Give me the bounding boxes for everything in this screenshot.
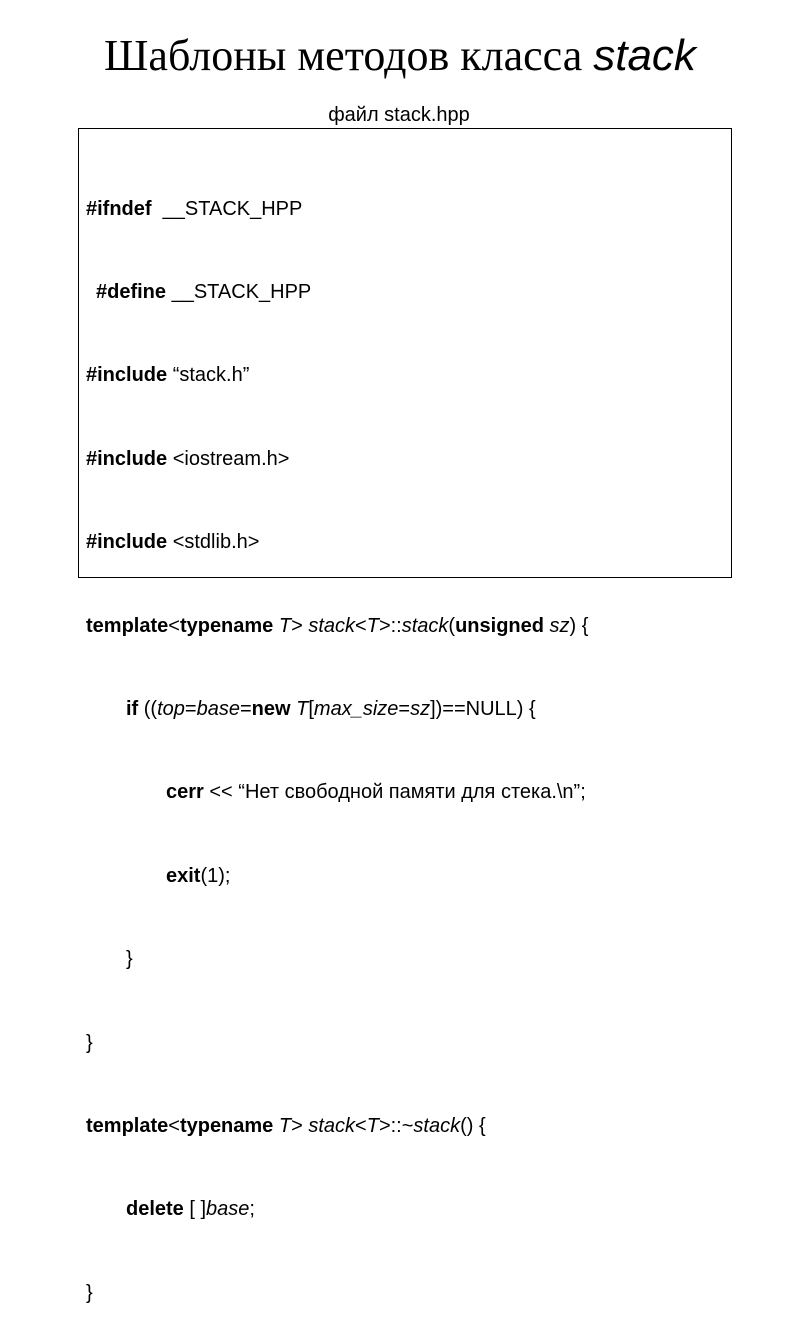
code-keyword: #include (86, 531, 168, 554)
code-identifier: T (278, 614, 292, 637)
code-keyword: template (86, 1114, 169, 1137)
code-listing (86, 140, 588, 1335)
code-keyword: #ifndef (86, 197, 152, 220)
code-text: < (168, 614, 180, 637)
slide-title (0, 30, 800, 82)
code-line-6 (86, 613, 588, 641)
file-label: файл stack.hpp (328, 104, 470, 126)
code-text: > (291, 1114, 309, 1137)
code-keyword: if (126, 697, 139, 720)
slide-title-text: Шаблоны методов класса (104, 31, 594, 80)
code-text: [ (308, 697, 314, 720)
code-text: = (239, 697, 252, 720)
code-text: __STACK_HPP (151, 197, 303, 220)
code-line-8 (86, 779, 588, 807)
code-identifier: stack (413, 1114, 461, 1137)
code-line-11 (86, 1030, 588, 1058)
code-text: >::~ (378, 1114, 414, 1137)
code-keyword: typename (179, 1114, 274, 1137)
code-line-4 (86, 446, 588, 474)
code-keyword: unsigned (455, 614, 544, 637)
code-text: [ ] (183, 1198, 207, 1221)
code-text: ])==NULL) { (430, 697, 536, 720)
code-identifier: base (196, 697, 240, 720)
code-text: < (355, 1114, 367, 1137)
code-text: __STACK_HPP (166, 280, 312, 303)
code-text: > (291, 614, 309, 637)
code-keyword: #include (86, 447, 168, 470)
code-identifier: T (366, 614, 379, 637)
code-identifier: stack (308, 614, 356, 637)
code-line-3 (86, 362, 588, 390)
code-keyword: #define (96, 280, 167, 303)
code-keyword: new (251, 697, 291, 720)
code-text: } (86, 1031, 93, 1054)
code-keyword: exit (166, 864, 201, 887)
code-line-9 (86, 863, 588, 891)
code-text: } (86, 1281, 93, 1304)
code-keyword: typename (179, 614, 274, 637)
code-text: “stack.h” (167, 364, 250, 387)
code-line-1 (86, 196, 588, 224)
code-identifier: T (296, 697, 309, 720)
code-text: } (126, 948, 133, 971)
code-line-12 (86, 1113, 588, 1141)
code-identifier: base (206, 1198, 250, 1221)
code-identifier: top (157, 697, 185, 720)
code-text: () { (460, 1114, 486, 1137)
code-text: = (184, 697, 197, 720)
code-keyword: template (86, 614, 169, 637)
code-line-2 (86, 279, 588, 307)
code-identifier: sz (549, 614, 570, 637)
code-text: <iostream.h> (167, 447, 290, 470)
code-keyword: delete (126, 1198, 184, 1221)
code-text: (( (138, 697, 158, 720)
code-text: ( (448, 614, 456, 637)
code-text: < (168, 1114, 180, 1137)
code-text: <stdlib.h> (167, 531, 260, 554)
code-identifier: stack (308, 1114, 356, 1137)
code-line-14 (86, 1280, 588, 1308)
code-text: < (355, 614, 367, 637)
code-text: = (398, 697, 411, 720)
code-identifier: sz (410, 697, 431, 720)
code-identifier: stack (401, 614, 449, 637)
code-identifier: T (278, 1114, 292, 1137)
code-keyword: cerr (166, 781, 204, 804)
code-text: >:: (378, 614, 402, 637)
code-text: << “Нет свободной памяти для стека.\n”; (203, 781, 586, 804)
code-line-5 (86, 529, 588, 557)
code-text: (1); (200, 864, 231, 887)
code-line-13 (86, 1196, 588, 1224)
slide-title-keyword: stack (593, 31, 696, 80)
code-line-7 (86, 696, 588, 724)
code-identifier: T (366, 1114, 379, 1137)
code-text: ; (249, 1198, 255, 1221)
code-identifier: max_size (313, 697, 399, 720)
code-keyword: #include (86, 364, 168, 387)
code-text: ) { (569, 614, 589, 637)
code-line-10 (86, 946, 588, 974)
